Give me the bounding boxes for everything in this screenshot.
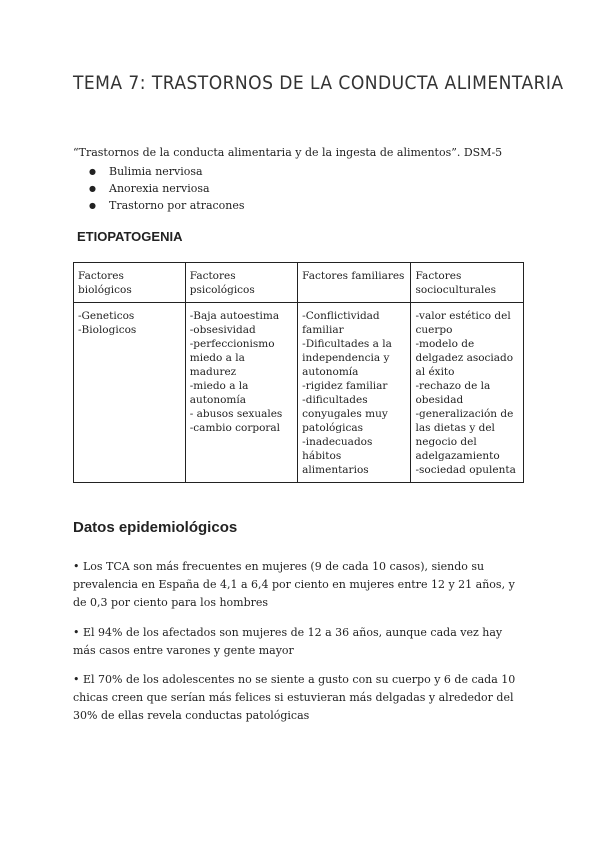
etiopatogenia-heading: ETIOPATOGENIA: [77, 229, 183, 244]
cell-familiares: -Conflictividad familiar -Dificultades a la independencia y autonomía -rigidez familiar -dificultades conyugales muy patológicas -inadecuados hábitos alimentarios: [298, 303, 411, 483]
list-item: ● Bulimia nerviosa: [73, 163, 245, 180]
datos-paragraph: • El 70% de los adolescentes no se siente a gusto con su cuerpo y 6 de cada 10 chicas creen que serían más felices si estuvieran más delgadas y alrededor del 30% de ellas revela conductas patológicas: [73, 673, 516, 722]
datos-paragraph: • Los TCA son más frecuentes en mujeres (9 de cada 10 casos), siendo su prevalencia en España de 4,1 a 6,4 por ciento en mujeres entre 12 y 21 años, y de 0,3 por ciento para los hombres: [73, 560, 515, 609]
table-row: [74, 303, 524, 483]
intro-line: “Trastornos de la conducta alimentaria y de la ingesta de alimentos”. DSM-5: [73, 146, 503, 159]
cell-psicologicos: -Baja autoestima -obsesividad -perfeccionismo miedo a la madurez -miedo a la autonomía - abusos sexuales -cambio corporal: [185, 303, 297, 483]
header-biologicos: Factores biológicos: [74, 263, 186, 303]
datos-heading: Datos epidemiológicos: [73, 519, 238, 536]
list-item: ● Trastorno por atracones: [73, 197, 245, 214]
header-psicologicos: Factores psicológicos: [185, 263, 297, 303]
header-familiares: Factores familiares: [298, 263, 411, 303]
page-title: TEMA 7: TRASTORNOS DE LA CONDUCTA ALIMENTARIA: [73, 72, 564, 94]
list-item: ● Anorexia nerviosa: [73, 180, 245, 197]
table-header-row: [74, 263, 524, 303]
header-socioculturales: Factores socioculturales: [411, 263, 524, 303]
disorder-list: [73, 163, 245, 214]
datos-paragraph: • El 94% de los afectados son mujeres de 12 a 36 años, aunque cada vez hay más casos entre varones y gente mayor: [73, 626, 503, 657]
cell-socioculturales: -valor estético del cuerpo -modelo de delgadez asociado al éxito -rechazo de la obesidad -generalización de las dietas y del negocio del adelgazamiento -sociedad opulenta: [411, 303, 524, 483]
cell-biologicos: -Geneticos -Biologicos: [74, 303, 186, 483]
factors-table: [73, 262, 524, 483]
